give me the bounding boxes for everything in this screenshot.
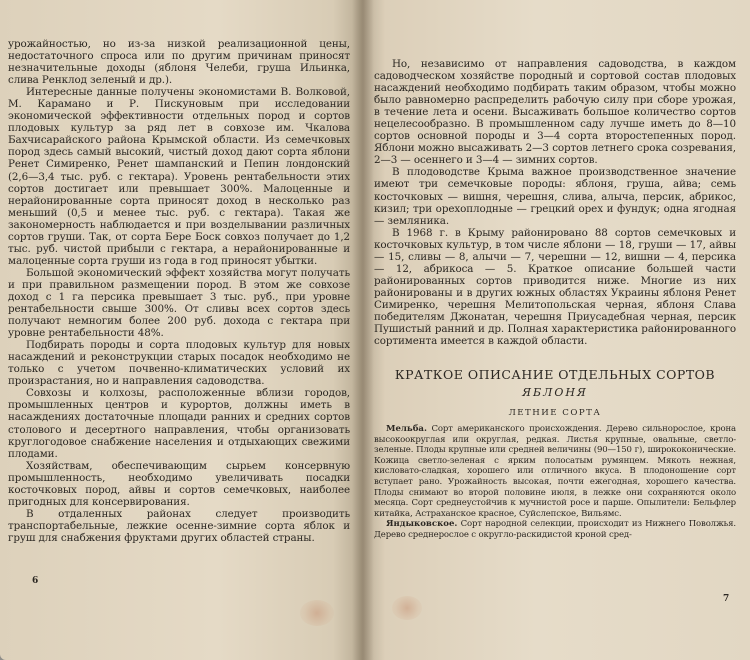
- right-paragraph-3: В 1968 г. в Крыму районировано 88 сортов семечковых и косточковых культур, в том числе яблони — 18, груши — 17, айвы — 15, сливы — 8, алычи — 7, черешни — 12, вишни — 4, персика — 12, абрикоса — 5. Краткое описание большей части районированных сортов приводится ниже. Многие из них районированы и в других южных областях Украины яблоня Ренет Симиренко, черешня Мелитопольская черная, яблоня Слава победителям Джонатан, черешня Приусадебная черная, персик Пушистый ранний и др. Полная характеристика районированного сортимента имеется в каждой области.: [374, 226, 736, 348]
- paper-stain: [392, 596, 422, 620]
- left-paragraph-4: Подбирать породы и сорта плодовых культур для новых насаждений и реконструкции старых посадок необходимо не только с учетом почвенно-климатических условий их произрастания, но и направления садоводства.: [8, 339, 350, 388]
- left-page-number: 6: [32, 576, 39, 586]
- right-paragraph-1: Но, независимо от направления садоводства, в каждом садоводческом хозяйстве породный и сортовой состав плодовых насаждений необходимо подбирать таким образом, чтобы можно было равномерно распределить рабочую силу при сборе урожая, в течение лета и осени. Высаживать большое количество сортов нецелесообразно. В промышленном саду лучше иметь до 8—10 сортов основной породы и 3—4 сорта второстепенных пород. Яблони можно высаживать 2—3 сортов летнего срока созревания, 2—3 — осеннего и 3—4 — зимних сортов.: [374, 58, 736, 167]
- variety-description: Сорт народной селекции, происходит из Нижнего Поволжья. Дерево среднерослое с округло-раскидистой кроной сред-: [374, 519, 736, 540]
- left-paragraph-6: Хозяйствам, обеспечивающим сырьем консервную промышленность, необходимо увеличивать посадки косточковых пород, айвы и сортов семечковых, наиболее пригодных для консервирования.: [8, 459, 350, 508]
- section-heading: КРАТКОЕ ОПИСАНИЕ ОТДЕЛЬНЫХ СОРТОВ: [394, 367, 716, 383]
- sub-sub-heading: ЛЕТНИЕ СОРТА: [508, 408, 602, 419]
- variety-entry-yandykovskoe: [374, 519, 736, 540]
- left-paragraph-3: Большой экономический эффект хозяйства могут получать и при правильном размещении пород. В этом же совхозе доход с 1 га персика превышает 3 тыс. руб., при уровне рентабельности свыше 300%. От сливы всех сортов здесь получают немногим более 200 руб. дохода с гектара при уровне рентабельности 48%.: [8, 266, 350, 340]
- right-page-text: [374, 58, 736, 540]
- left-paragraph-1: урожайностью, но из-за низкой реализационной цены, недостаточного спроса или по другим причинам приносят незначительные доходы (яблоня Челеби, груша Ильинка, слива Ренклод зеленый и др.).: [8, 38, 350, 87]
- left-paragraph-2: Интересные данные получены экономистами В. Волковой, М. Карамано и Р. Пискуновым при исследовании экономической эффективности отдельных пород и сортов плодовых культур за ряд лет в совхозе им. Чкалова Бахчисарайского района Крымской области. Из семечковых пород здесь самый высокий, чистый доход дают сорта яблони Ренет Симиренко, Ренет шампанский и Пепин лондонский (2,6—3,4 тыс. руб. с гектара). Уровень рентабельности этих сортов достигает или превышает 300%. Малоценные и нерайонированные сорта приносят доход в несколько раз меньший (0,5 и менее тыс. руб. с гектара). Такая же закономерность наблюдается и при возделывании различных сортов груши. Так, от сорта Бере Боск совхоз получает до 1,2 тыс. руб. чистой прибыли с гектара, а нерайонированные и малоценные сорта груши из года в год приносят убытки.: [8, 86, 350, 267]
- variety-entry-melba: [374, 424, 736, 519]
- paper-stain: [300, 600, 334, 626]
- right-paragraph-2: В плодоводстве Крыма важное производственное значение имеют три семечковые породы: яблоня, груша, айва; семь косточковых — вишня, черешня, слива, алыча, персик, абрикос, кизил; три орехоплодные — грецкий орех и фундук; одна ягодная — земляника.: [374, 166, 736, 227]
- variety-description: Сорт американского происхождения. Дерево сильнорослое, крона высокоокруглая или округлая, редкая. Листья крупные, овальные, светло-зеленые. Плоды крупные или средней величины (90—150 г), ширококонические. Кожица светло-зеленая с ярким полосатым румянцем. Мякоть нежная, кисловато-сладкая, хорошего или отличного вкуса. В плодоношение сорт вступает рано. Урожайность высокая, почти ежегодная, хорошего качества. Плоды снимают во второй половине июля, в лежке они сохраняются около месяца. Сорт среднеустойчив к мучнистой росе и парше. Опылители: Бельфлер китайка, Астраханское красное, Суйслепское, Вильямс.: [374, 424, 736, 519]
- left-page-text: [8, 38, 350, 544]
- left-paragraph-7: В отдаленных районах следует производить транспортабельные, лежкие осенне-зимние сорта яблок и груш для снабжения фруктами других областей страны.: [8, 507, 350, 544]
- right-page-number: 7: [723, 594, 730, 604]
- sub-heading: ЯБЛОНЯ: [522, 386, 588, 400]
- variety-name: Мельба.: [386, 424, 427, 435]
- variety-name: Яндыковское.: [386, 519, 458, 530]
- left-paragraph-5: Совхозы и колхозы, расположенные вблизи городов, промышленных центров и курортов, должны иметь в насаждениях достаточные площади ранних и средних сортов столового и десертного направления, чтобы организовать круглогодовое снабжение населения и отдыхающих свежими плодами.: [8, 387, 350, 460]
